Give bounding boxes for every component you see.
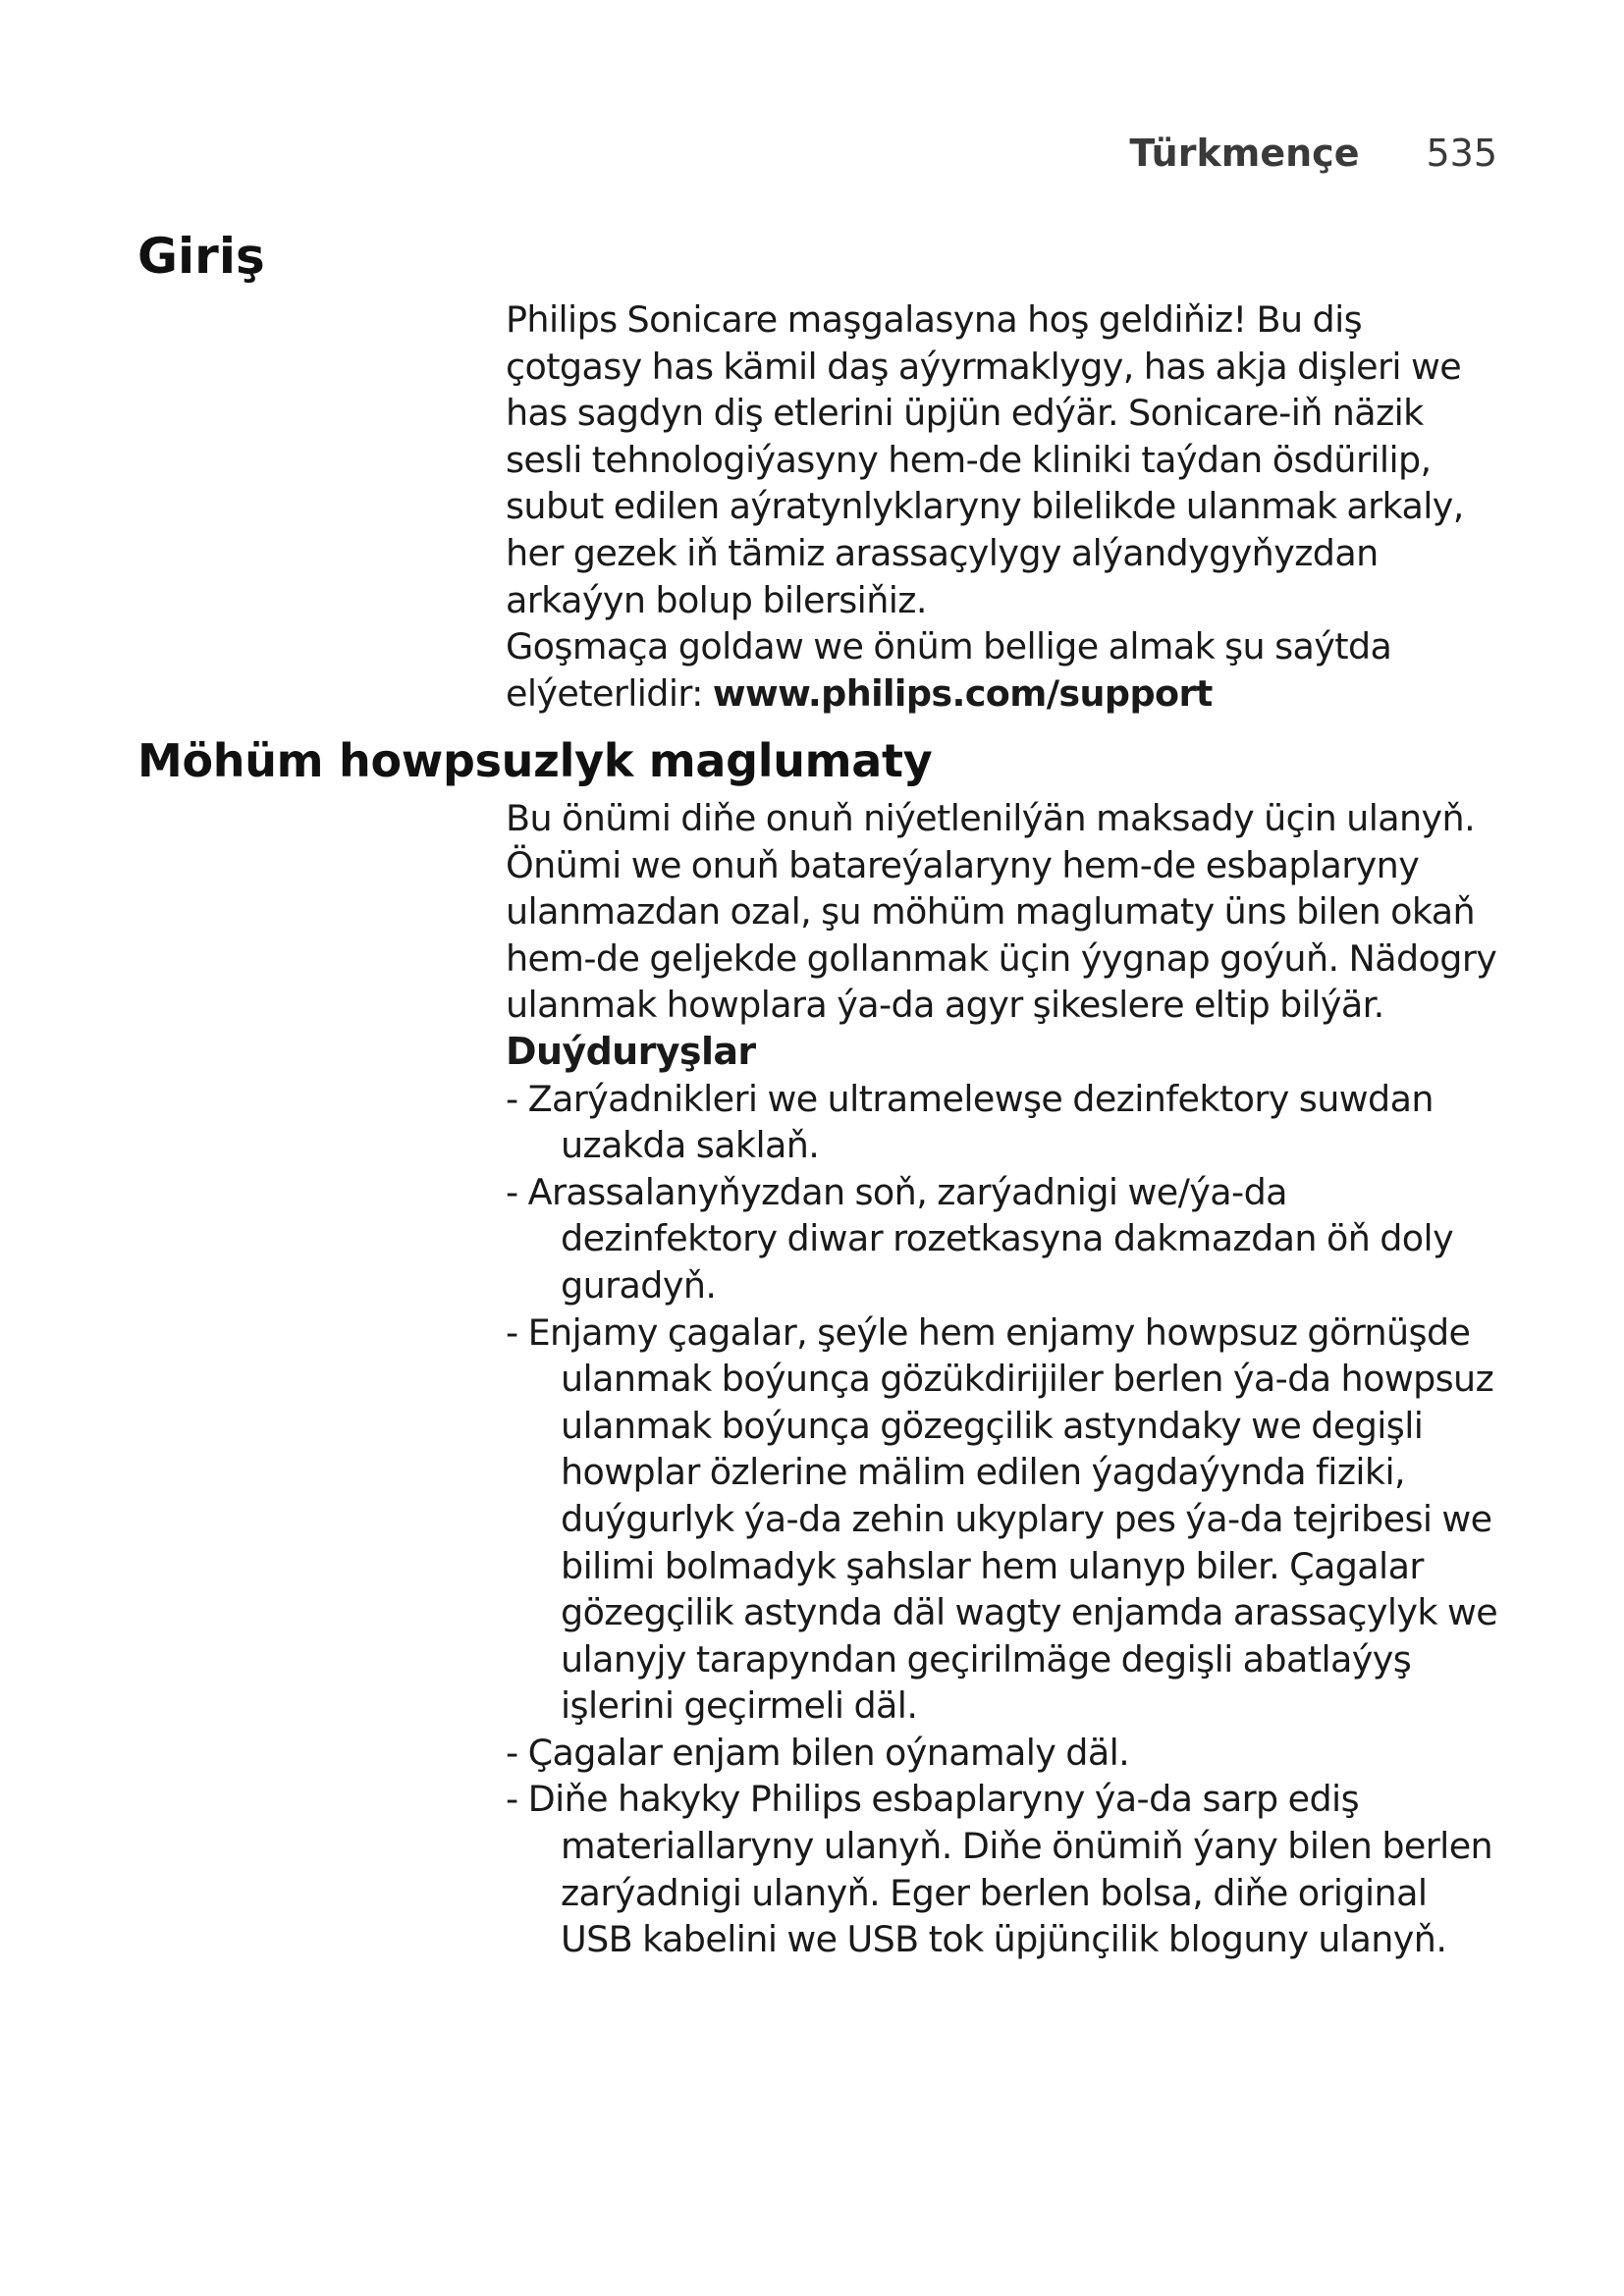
intro-heading: Giriş	[137, 228, 265, 285]
support-text: Goşmaça goldaw we önüm bellige almak şu saýtda elýeterlidir:	[506, 625, 1392, 715]
safety-section	[506, 795, 1507, 1963]
warning-item: - Enjamy çagalar, şeýle hem enjamy howpsuz görnüşde ulanmak boýunça gözükdirijiler berlen ýa-da howpsuz ulanmak boýunça gözegçilik astyndaky we degişli howplar özlerine mälim edilen ýagdaýynda fiziki, duýgurlyk ýa-da zehin ukyplary pes ýa-da tejribesi we bilimi bolmadyk şahslar hem ulanyp biler. Çagalar gözegçilik astynda däl wagty enjamda arassaçylyk we ulanyjy tarapyndan geçirilmäge degişli abatlaýyş işlerini geçirmeli däl.	[506, 1310, 1498, 1728]
warning-item: - Zarýadnikleri we ultramelewşe dezinfektory suwdan uzakda saklaň.	[506, 1077, 1434, 1167]
safety-paragraph: Bu önümi diňe onuň niýetlenilýän maksady üçin ulanyň. Önümi we onuň batareýalaryny hem-de esbaplaryny ulanmazdan ozal, şu möhüm maglumaty üns bilen okaň hem-de geljekde gollanmak üçin ýygnap goýuň. Nädogry ulanmak howplara ýa-da agyr şikeslere eltip bilýär.	[506, 797, 1497, 1027]
warnings-heading: Duýduryşlar	[506, 1029, 756, 1073]
intro-paragraph: Philips Sonicare maşgalasyna hoş geldiňiz! Bu diş çotgasy has kämil daş aýyrmaklygy, has akja dişleri we has sagdyn diş etlerini üpjün edýär. Sonicare-iň näzik sesli tehnologiýasyny hem-de kliniki taýdan ösdürilip, subut edilen aýratynlyklaryny bilelikde ulanmak arkaly, her gezek iň tämiz arassaçylygy alýandygyňyzdan arkaýyn bolup bilersiňiz.	[506, 298, 1464, 621]
page-header	[1080, 126, 1497, 181]
warning-item: - Arassalanyňyzdan soň, zarýadnigi we/ýa-da dezinfektory diwar rozetkasyna dakmazdan öň doly guradyň.	[506, 1170, 1454, 1307]
intro-section	[506, 296, 1507, 717]
header-language: Türkmençe	[1129, 132, 1360, 175]
warning-item: - Çagalar enjam bilen oýnamaly däl.	[506, 1731, 1130, 1774]
warnings-list	[506, 1076, 1507, 1963]
warning-item: - Diňe hakyky Philips esbaplaryny ýa-da sarp ediş materiallaryny ulanyň. Diňe önümiň ýany bilen berlen zarýadnigi ulanyň. Eger berlen bolsa, diňe original USB kabelini we USB tok üpjünçilik bloguny ulanyň.	[506, 1778, 1493, 1961]
support-paragraph	[506, 623, 1507, 717]
support-url: www.philips.com/support	[712, 671, 1213, 715]
page-number: 535	[1426, 132, 1497, 175]
safety-heading: Möhüm howpsuzlyk maglumaty	[137, 734, 933, 787]
